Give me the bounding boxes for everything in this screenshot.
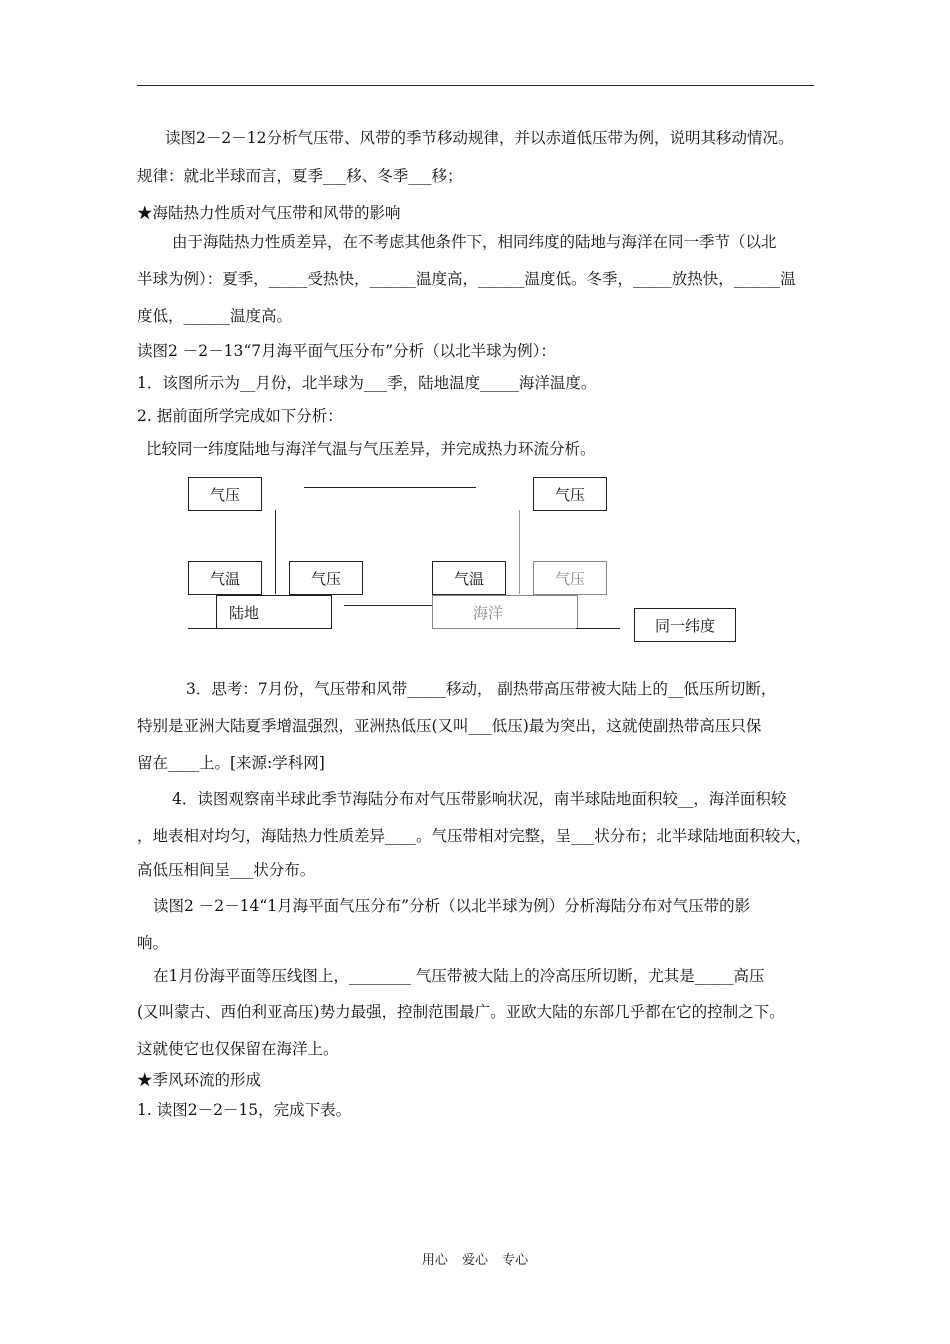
land-vertical-line bbox=[275, 510, 276, 594]
ground-line-right bbox=[576, 628, 620, 629]
text-line: 1．该图所示为__月份，北半球为___季，陆地温度_____海洋温度。 bbox=[137, 374, 597, 392]
pressure-box-upper-right: 气压 bbox=[533, 477, 607, 511]
text-line: 高低压相间呈___状分布。 bbox=[137, 861, 316, 879]
thermal-circulation-diagram bbox=[186, 474, 746, 649]
pressure-box-upper-left: 气压 bbox=[188, 477, 262, 511]
text-line: 度低，______温度高。 bbox=[137, 307, 293, 325]
text-line: 2. 据前面所学完成如下分析： bbox=[137, 407, 343, 425]
ground-line-left bbox=[188, 628, 218, 629]
pressure-box-sea: 气压 bbox=[533, 561, 607, 595]
section-heading: ★海陆热力性质对气压带和风带的影响 bbox=[137, 204, 401, 222]
sea-vertical-line bbox=[519, 510, 520, 594]
section-heading: ★季风环流的形成 bbox=[137, 1071, 262, 1089]
text-line: 3．思考：7月份，气压带和风带_____移动， 副热带高压带被大陆上的__低压所切断， bbox=[186, 680, 777, 698]
text-line: 响。 bbox=[137, 934, 169, 952]
text-line: 读图2 －2－14“1月海平面气压分布”分析（以北半球为例）分析海陆分布对气压带的影 bbox=[153, 897, 751, 915]
text-line: 半球为例）：夏季，_____受热快，______温度高，______温度低。冬季，_____放热快，______温 bbox=[137, 270, 796, 288]
text-line: 规律：就北半球而言，夏季___移、冬季___移； bbox=[137, 167, 463, 185]
text-line: (又叫蒙古、西伯利亚高压)势力最强，控制范围最广。亚欧大陆的东部几乎都在它的控制之下。 bbox=[137, 1003, 785, 1021]
pressure-box-land: 气压 bbox=[289, 561, 363, 595]
text-line: 在1月份海平面等压线图上，________ 气压带被大陆上的冷高压所切断，尤其是_____高压 bbox=[153, 967, 765, 985]
land-block: 陆地 bbox=[216, 595, 332, 629]
latitude-box: 同一纬度 bbox=[634, 608, 736, 642]
lower-connector-line bbox=[344, 605, 446, 606]
text-line: 比较同一纬度陆地与海洋气温与气压差异，并完成热力环流分析。 bbox=[146, 440, 596, 458]
text-line: 4．读图观察南半球此季节海陆分布对气压带影响状况，南半球陆地面积较__，海洋面积较 bbox=[172, 790, 787, 808]
sea-block: 海洋 bbox=[432, 595, 578, 629]
temperature-box-land: 气温 bbox=[188, 561, 262, 595]
text-line: 留在____上。[来源:学科网] bbox=[137, 754, 325, 772]
upper-connector-line bbox=[304, 487, 476, 488]
text-line: 1. 读图2－2－15，完成下表。 bbox=[137, 1101, 352, 1119]
text-line: ，地表相对均匀，海陆热力性质差异____。气压带相对完整，呈___状分布；北半球陆地面积较大， bbox=[137, 827, 812, 845]
text-line: 读图2－2－12分析气压带、风带的季节移动规律，并以赤道低压带为例，说明其移动情况。 bbox=[165, 129, 794, 147]
text-line: 这就使它也仅保留在海洋上。 bbox=[137, 1040, 339, 1058]
temperature-box-sea: 气温 bbox=[432, 561, 506, 595]
text-line: 读图2 －2－13“7月海平面气压分布”分析（以北半球为例）： bbox=[137, 342, 556, 360]
text-line: 由于海陆热力性质差异，在不考虑其他条件下，相同纬度的陆地与海洋在同一季节（以北 bbox=[172, 233, 777, 251]
page-footer: 用心 爱心 专心 bbox=[421, 1253, 529, 1268]
text-line: 特别是亚洲大陆夏季增温强烈，亚洲热低压(又叫___低压)最为突出，这就使副热带高压只保 bbox=[137, 717, 762, 735]
header-rule bbox=[137, 85, 814, 86]
